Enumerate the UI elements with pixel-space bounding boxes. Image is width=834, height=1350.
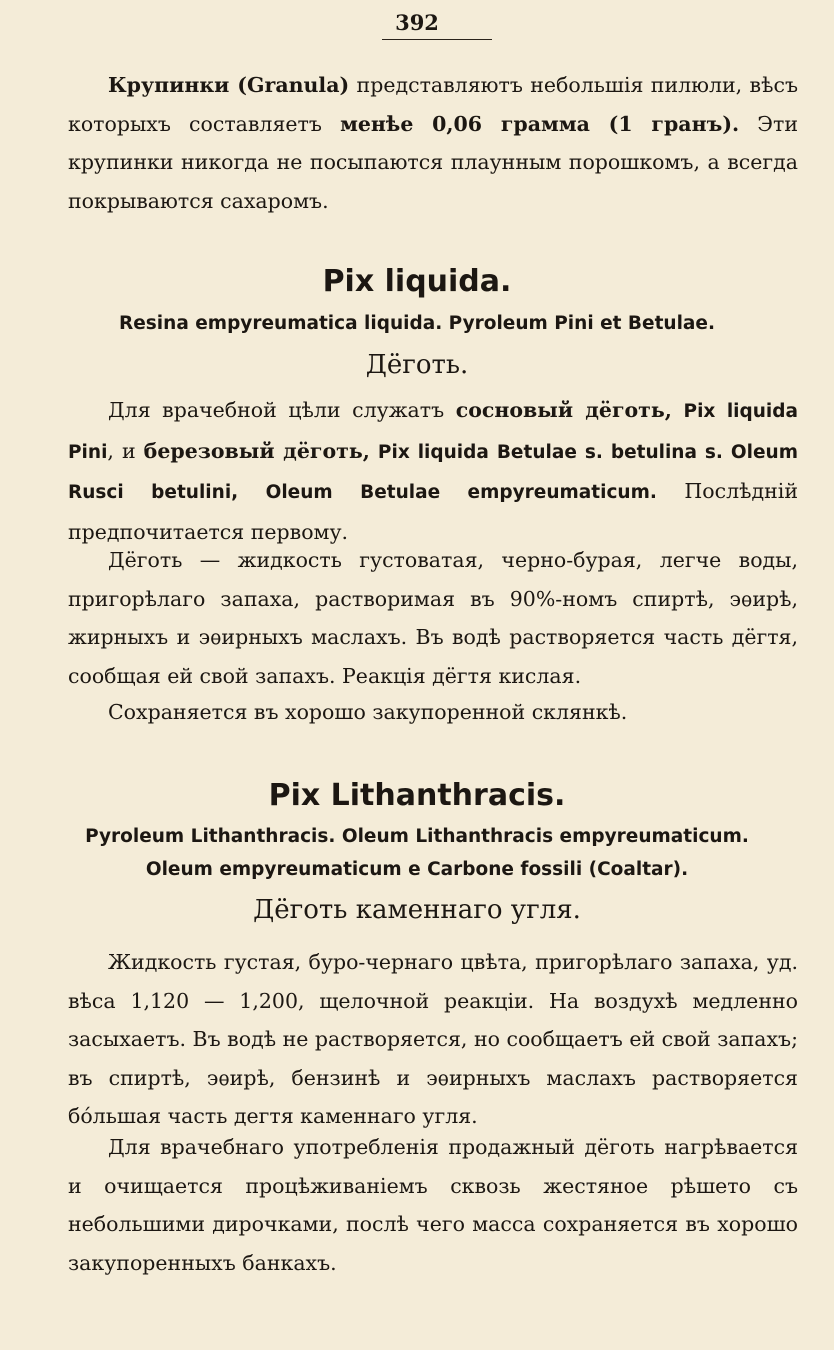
birch-tar-term: березовый дёготь,: [143, 438, 370, 463]
section-synonyms-line-2: Oleum empyreumaticum e Carbone fossili (Coaltar).: [145, 859, 689, 880]
section-synonyms-line-1: Pyroleum Lithanthracis. Oleum Lithanthracis empyreumaticum.: [85, 826, 749, 847]
p1-text-4: [370, 439, 378, 463]
pix-lithanthracis-paragraph-2: Для врачебнаго употребленія продажный дёготь нагрѣвается и очищается процѣживаніемъ сквозь жестяное рѣшето съ небольшими дирочками, послѣ чего масса сохраняется въ хорошо закупоренныхъ банкахъ.: [68, 1135, 798, 1275]
pix-lithanthracis-paragraph-1: Жидкость густая, буро-чернаго цвѣта, пригорѣлаго запаха, уд. вѣса 1,120 — 1,200, щелочной реакціи. На воздухѣ медленно засыхаетъ. Въ водѣ не растворяется, но сообщаетъ ей свой запахъ; въ спиртѣ, эѳирѣ, бензинѣ и эѳирныхъ маслахъ растворяется бо́льшая часть дегтя каменнаго угля.: [68, 950, 798, 1128]
intro-paragraph: [68, 66, 798, 220]
section-title-pix-liquida: Pix liquida.: [322, 264, 512, 299]
section-russian-name-coal-tar: Дёготь каменнаго угля.: [253, 895, 581, 925]
granula-weight: менѣе 0,06 грамма (1 гранъ).: [340, 111, 740, 136]
pine-tar-latin: Pix liquida Pini: [68, 401, 799, 463]
section-synonyms-pix-liquida: Resina empyreumatica liquida. Pyroleum Pini et Betulae.: [119, 313, 715, 334]
p1-text-2: [672, 398, 684, 422]
pine-tar-term: сосновый дёготь,: [455, 398, 672, 422]
granula-term: Крупинки (Granula): [108, 73, 350, 97]
page-number: 392: [395, 10, 439, 35]
p1-text-1: Для врачебной цѣли служатъ: [108, 398, 456, 422]
intro-text-2: Эти крупинки никогда не посыпаются плаунным порошкомъ, а всегда покрываются сахаромъ.: [68, 111, 798, 213]
pix-liquida-paragraph-2: Дёготь — жидкость густоватая, черно-бурая, легче воды, пригорѣлаго запаха, растворимая въ 90%-номъ спиртѣ, эѳирѣ, жирныхъ и эѳирныхъ маслахъ. Въ водѣ растворяется часть дёгтя, сообщая ей свой запахъ. Реакція дёгтя кислая.: [68, 548, 798, 688]
pix-liquida-paragraph-3: Сохраняется въ хорошо закупоренной склянкѣ.: [108, 700, 628, 724]
page-number-rule: [382, 39, 492, 40]
pix-liquida-paragraph-1: [68, 391, 798, 551]
birch-tar-latin: Pix liquida Betulae s. betulina s. Oleum Rusci betulini, Oleum Betulae empyreumaticum.: [68, 441, 798, 503]
p1-text-5: Послѣдній предпочитается первому.: [68, 479, 798, 544]
section-russian-name-degot: Дёготь.: [365, 350, 469, 380]
p1-text-3: , и: [107, 438, 144, 463]
section-title-pix-lithanthracis: Pix Lithanthracis.: [268, 778, 566, 813]
intro-text-1: представляютъ небольшія пилюли, вѣсъ которыхъ составляетъ: [68, 73, 798, 136]
